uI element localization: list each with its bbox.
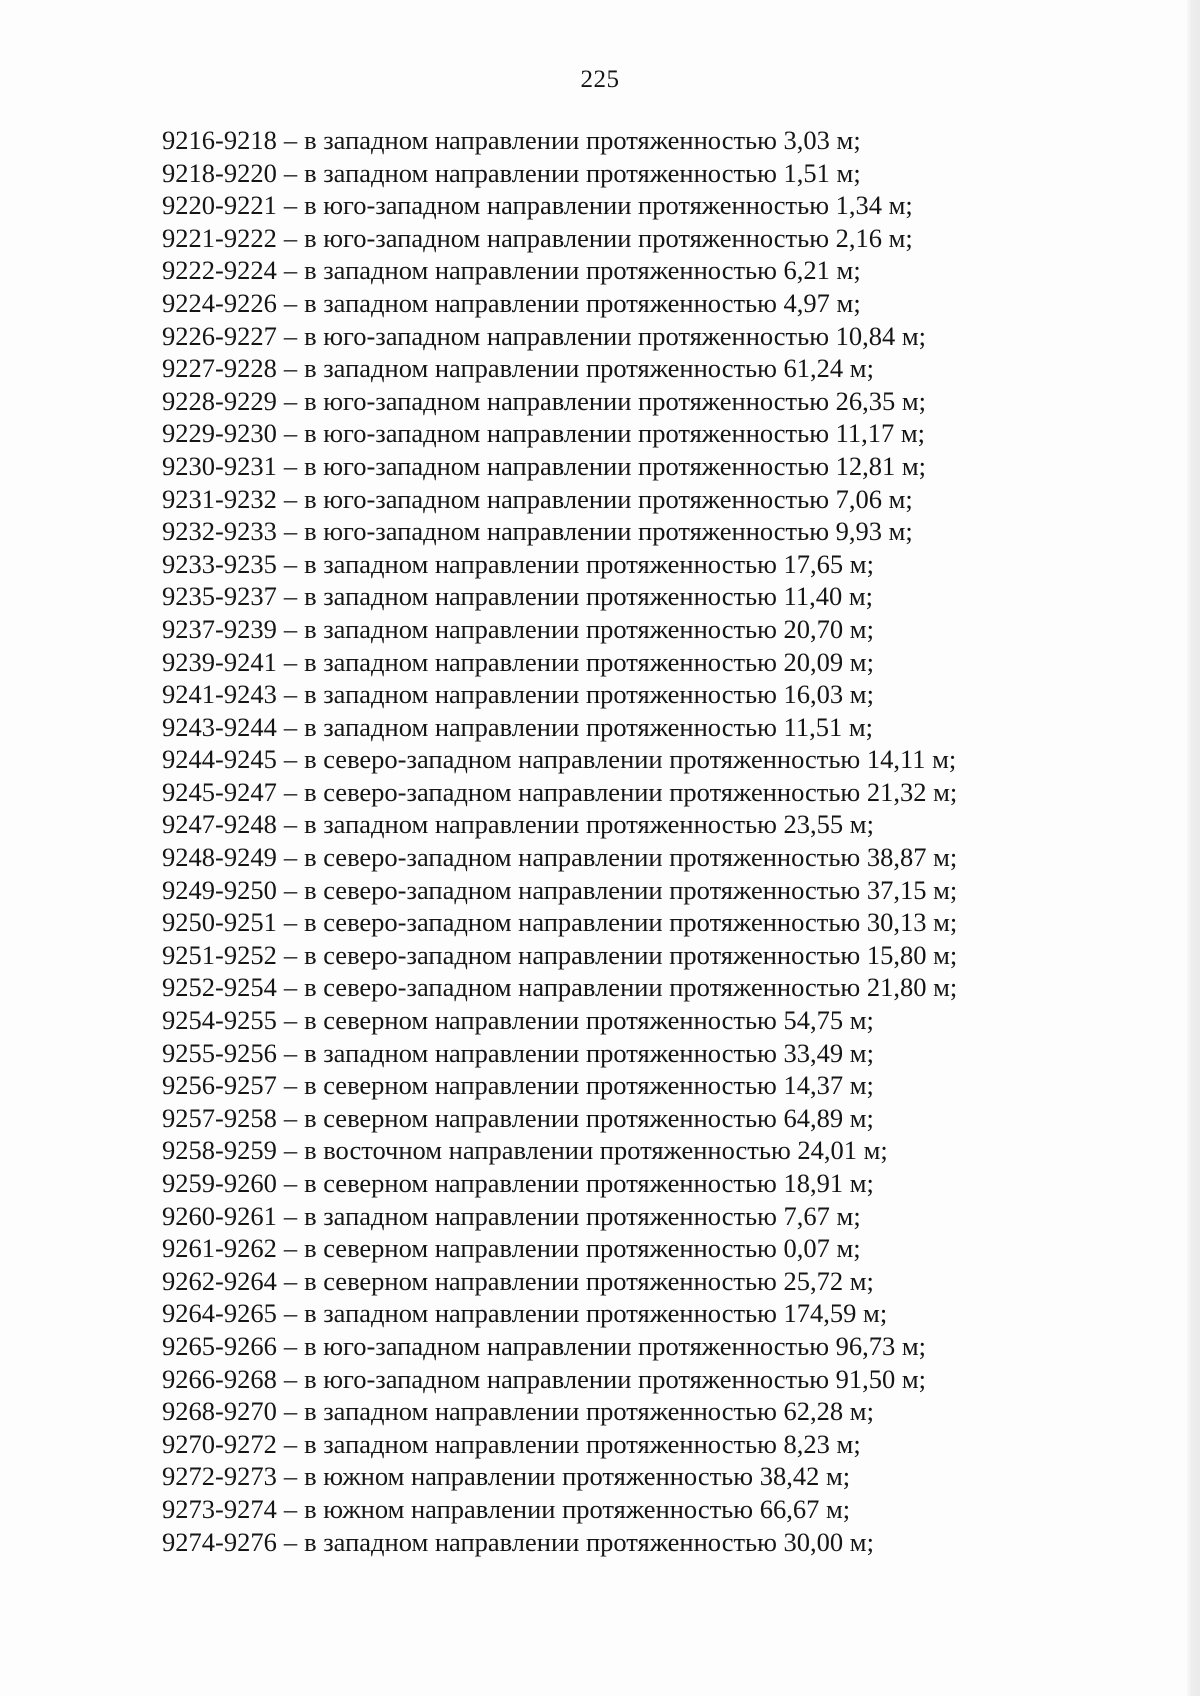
list-item	[162, 1200, 957, 1233]
list-item	[162, 808, 957, 841]
list-item	[162, 189, 957, 222]
segment-range: 9258-9259	[162, 1135, 277, 1166]
segment-range: 9257-9258	[162, 1102, 277, 1133]
list-item	[162, 1363, 957, 1396]
dash-separator: –	[283, 939, 298, 970]
segment-description: в северо-западном направлении протяженностью 21,32 м;	[304, 776, 958, 807]
list-item	[162, 841, 957, 874]
segment-description: в западном направлении протяженностью 174,59 м;	[304, 1298, 888, 1329]
segment-description: в юго-западном направлении протяженностью 11,17 м;	[304, 418, 926, 449]
dash-separator: –	[283, 1363, 298, 1394]
segment-range: 9250-9251	[162, 907, 277, 938]
segment-range: 9249-9250	[162, 874, 277, 905]
dash-separator: –	[283, 1233, 298, 1264]
list-item	[162, 515, 957, 548]
segment-range: 9218-9220	[162, 157, 277, 188]
dash-separator: –	[283, 907, 298, 938]
list-item	[162, 1037, 957, 1070]
segment-description: в северо-западном направлении протяженностью 30,13 м;	[304, 907, 958, 938]
list-item	[162, 580, 957, 613]
segment-description: в западном направлении протяженностью 4,97 м;	[304, 287, 861, 318]
list-item	[162, 743, 957, 776]
dash-separator: –	[283, 548, 298, 579]
segment-description: в северном направлении протяженностью 18,91 м;	[304, 1168, 874, 1198]
segment-range: 9261-9262	[162, 1233, 277, 1264]
list-item	[162, 971, 957, 1004]
segment-description: в северном направлении протяженностью 54,75 м;	[304, 1005, 874, 1036]
segment-range: 9232-9233	[162, 516, 277, 547]
list-item	[162, 1069, 957, 1102]
segment-range: 9231-9232	[162, 483, 277, 514]
segment-range: 9254-9255	[162, 1005, 277, 1036]
segment-range: 9268-9270	[162, 1396, 277, 1427]
segment-description: в западном направлении протяженностью 33,49 м;	[304, 1037, 874, 1068]
dash-separator: –	[283, 125, 298, 155]
list-item	[162, 385, 957, 418]
segment-description: в западном направлении протяженностью 11,51 м;	[304, 711, 873, 742]
dash-separator: –	[283, 222, 298, 253]
list-item	[162, 287, 957, 320]
segment-range: 9264-9265	[162, 1298, 277, 1329]
dash-separator: –	[283, 1493, 298, 1524]
segment-range: 9228-9229	[162, 385, 277, 416]
segment-range: 9230-9231	[162, 450, 277, 481]
dash-separator: –	[283, 744, 298, 775]
segment-range: 9239-9241	[162, 646, 277, 677]
segment-description: в северном направлении протяженностью 0,07 м;	[304, 1233, 861, 1264]
list-item	[162, 939, 957, 972]
segment-description: в юго-западном направлении протяженностью 26,35 м;	[304, 385, 927, 416]
dash-separator: –	[283, 1396, 298, 1427]
segment-description: в юго-западном направлении протяженностью 91,50 м;	[304, 1363, 927, 1394]
dash-separator: –	[283, 1070, 298, 1101]
segment-description: в западном направлении протяженностью 6,21 м;	[304, 255, 861, 286]
segment-description: в юго-западном направлении протяженностью 1,34 м;	[304, 190, 913, 221]
segment-range: 9266-9268	[162, 1363, 277, 1394]
segment-range: 9260-9261	[162, 1200, 277, 1231]
segment-range: 9229-9230	[162, 418, 277, 449]
segment-description: в западном направлении протяженностью 8,23 м;	[304, 1428, 861, 1459]
segment-description: в юго-западном направлении протяженностью 96,73 м;	[304, 1330, 927, 1361]
segment-description: в южном направлении протяженностью 66,67 м;	[304, 1493, 851, 1524]
list-item	[162, 1232, 957, 1265]
dash-separator: –	[283, 483, 298, 514]
segment-range: 9262-9264	[162, 1265, 277, 1296]
segment-description: в западном направлении протяженностью 17,65 м;	[304, 548, 874, 579]
segment-range: 9235-9237	[162, 581, 277, 612]
segment-description: в северо-западном направлении протяженностью 38,87 м;	[304, 842, 958, 873]
list-item	[162, 906, 957, 939]
boundary-segment-list	[162, 124, 957, 1558]
dash-separator: –	[283, 385, 298, 416]
list-item	[162, 646, 957, 679]
segment-description: в северном направлении протяженностью 64,89 м;	[304, 1102, 874, 1133]
dash-separator: –	[283, 711, 298, 742]
segment-description: в северо-западном направлении протяженностью 14,11 м;	[304, 744, 957, 775]
list-item	[162, 1526, 957, 1559]
scan-edge-shadow	[1186, 0, 1200, 1696]
dash-separator: –	[283, 1526, 298, 1557]
list-item	[162, 254, 957, 287]
list-item	[162, 222, 957, 255]
segment-range: 9222-9224	[162, 255, 277, 286]
segment-description: в северном направлении протяженностью 14,37 м;	[304, 1070, 874, 1101]
list-item	[162, 1134, 957, 1167]
dash-separator: –	[283, 1330, 298, 1361]
segment-range: 9224-9226	[162, 287, 277, 318]
list-item	[162, 548, 957, 581]
segment-range: 9216-9218	[162, 125, 277, 155]
segment-description: в южном направлении протяженностью 38,42 м;	[304, 1461, 851, 1492]
list-item	[162, 711, 957, 744]
segment-range: 9243-9244	[162, 711, 277, 742]
list-item	[162, 124, 957, 157]
dash-separator: –	[283, 418, 298, 449]
segment-description: в западном направлении протяженностью 61,24 м;	[304, 353, 874, 384]
dash-separator: –	[283, 190, 298, 221]
list-item	[162, 1102, 957, 1135]
list-item	[162, 450, 957, 483]
list-item	[162, 417, 957, 450]
dash-separator: –	[283, 1168, 298, 1198]
segment-range: 9255-9256	[162, 1037, 277, 1068]
segment-description: в западном направлении протяженностью 1,51 м;	[304, 157, 861, 188]
segment-range: 9256-9257	[162, 1070, 277, 1101]
segment-range: 9252-9254	[162, 972, 277, 1003]
dash-separator: –	[283, 646, 298, 677]
list-item	[162, 1493, 957, 1526]
list-item	[162, 1167, 957, 1200]
segment-description: в западном направлении протяженностью 23,55 м;	[304, 809, 874, 840]
dash-separator: –	[283, 1428, 298, 1459]
list-item	[162, 1330, 957, 1363]
segment-description: в западном направлении протяженностью 20,70 м;	[304, 613, 874, 644]
list-item	[162, 613, 957, 646]
segment-description: в юго-западном направлении протяженностью 2,16 м;	[304, 222, 913, 253]
segment-description: в западном направлении протяженностью 20,09 м;	[304, 646, 874, 677]
segment-range: 9220-9221	[162, 190, 277, 221]
segment-range: 9274-9276	[162, 1526, 277, 1557]
segment-description: в западном направлении протяженностью 7,67 м;	[304, 1200, 861, 1231]
segment-description: в западном направлении протяженностью 11,40 м;	[304, 581, 873, 612]
dash-separator: –	[283, 776, 298, 807]
segment-range: 9233-9235	[162, 548, 277, 579]
segment-range: 9241-9243	[162, 679, 277, 710]
dash-separator: –	[283, 353, 298, 384]
segment-range: 9247-9248	[162, 809, 277, 840]
dash-separator: –	[283, 1005, 298, 1036]
dash-separator: –	[283, 581, 298, 612]
dash-separator: –	[283, 1037, 298, 1068]
segment-range: 9248-9249	[162, 842, 277, 873]
segment-range: 9237-9239	[162, 613, 277, 644]
list-item	[162, 776, 957, 809]
list-item	[162, 157, 957, 190]
segment-range: 9226-9227	[162, 320, 277, 351]
list-item	[162, 678, 957, 711]
segment-range: 9227-9228	[162, 353, 277, 384]
segment-description: в западном направлении протяженностью 62,28 м;	[304, 1396, 874, 1427]
list-item	[162, 1265, 957, 1298]
segment-description: в северо-западном направлении протяженностью 21,80 м;	[304, 972, 958, 1003]
dash-separator: –	[283, 842, 298, 873]
dash-separator: –	[283, 1265, 298, 1296]
dash-separator: –	[283, 516, 298, 547]
dash-separator: –	[283, 809, 298, 840]
list-item	[162, 1004, 957, 1037]
segment-description: в северо-западном направлении протяженностью 37,15 м;	[304, 874, 958, 905]
segment-description: в северо-западном направлении протяженностью 15,80 м;	[304, 939, 958, 970]
dash-separator: –	[283, 255, 298, 286]
segment-range: 9272-9273	[162, 1461, 277, 1492]
segment-description: в северном направлении протяженностью 25,72 м;	[304, 1265, 874, 1296]
dash-separator: –	[283, 1135, 298, 1166]
list-item	[162, 1460, 957, 1493]
list-item	[162, 1297, 957, 1330]
dash-separator: –	[283, 450, 298, 481]
segment-description: в юго-западном направлении протяженностью 12,81 м;	[304, 450, 927, 481]
segment-description: в юго-западном направлении протяженностью 7,06 м;	[304, 483, 913, 514]
page-number: 225	[580, 66, 620, 93]
segment-description: в юго-западном направлении протяженностью 9,93 м;	[304, 516, 913, 547]
dash-separator: –	[283, 679, 298, 710]
dash-separator: –	[283, 613, 298, 644]
segment-range: 9221-9222	[162, 222, 277, 253]
list-item	[162, 1428, 957, 1461]
segment-range: 9265-9266	[162, 1330, 277, 1361]
dash-separator: –	[283, 972, 298, 1003]
dash-separator: –	[283, 157, 298, 188]
segment-range: 9273-9274	[162, 1493, 277, 1524]
segment-description: в западном направлении протяженностью 16,03 м;	[304, 679, 874, 710]
list-item	[162, 320, 957, 353]
segment-range: 9270-9272	[162, 1428, 277, 1459]
segment-range: 9245-9247	[162, 776, 277, 807]
dash-separator: –	[283, 1461, 298, 1492]
segment-description: в юго-западном направлении протяженностью 10,84 м;	[304, 320, 927, 351]
list-item	[162, 874, 957, 907]
dash-separator: –	[283, 320, 298, 351]
list-item	[162, 483, 957, 516]
segment-range: 9259-9260	[162, 1168, 277, 1198]
segment-description: в западном направлении протяженностью 3,03 м;	[304, 125, 861, 155]
dash-separator: –	[283, 874, 298, 905]
segment-range: 9244-9245	[162, 744, 277, 775]
dash-separator: –	[283, 1102, 298, 1133]
segment-description: в восточном направлении протяженностью 24,01 м;	[304, 1135, 888, 1166]
segment-description: в западном направлении протяженностью 30,00 м;	[304, 1526, 874, 1557]
segment-range: 9251-9252	[162, 939, 277, 970]
dash-separator: –	[283, 1298, 298, 1329]
dash-separator: –	[283, 287, 298, 318]
dash-separator: –	[283, 1200, 298, 1231]
list-item	[162, 352, 957, 385]
list-item	[162, 1395, 957, 1428]
